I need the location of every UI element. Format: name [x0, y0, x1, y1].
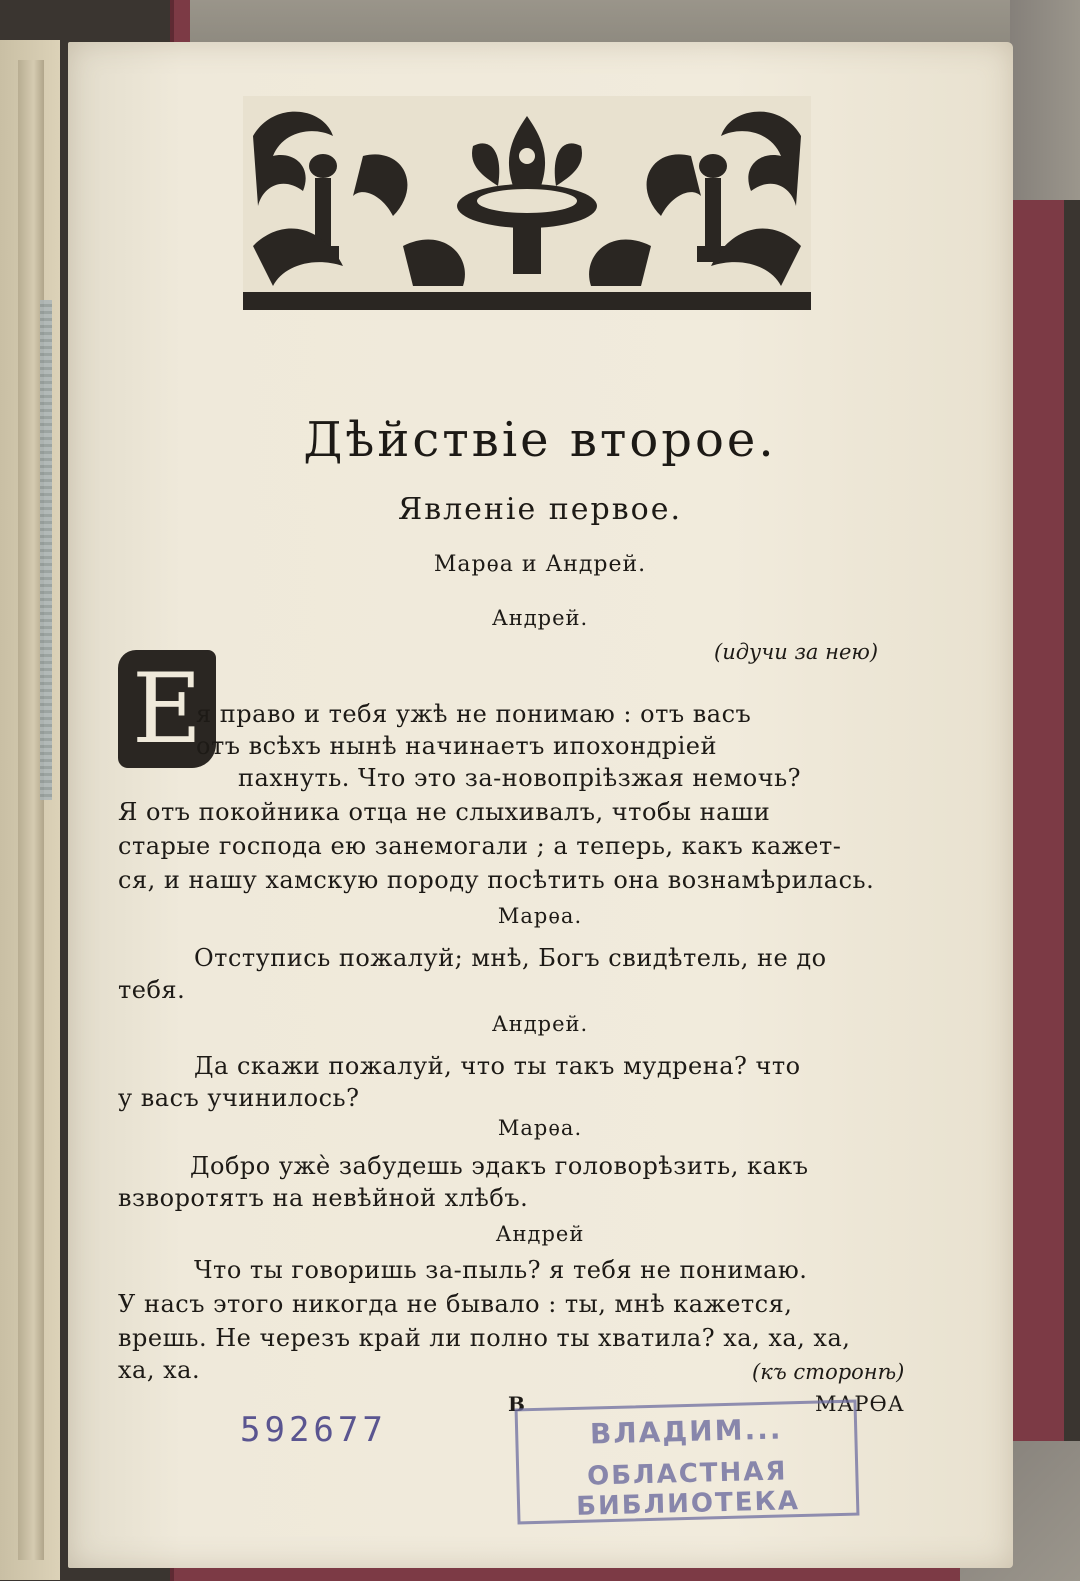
- speaker-label: Андрей: [495, 1222, 585, 1246]
- text-line: отъ всѣхъ нынѣ начинаетъ ипохондріей: [196, 732, 717, 760]
- dropcap-initial: Е: [118, 650, 216, 768]
- text-line: Я отъ покойника отца не слыхивалъ, чтобы наши: [118, 798, 771, 826]
- text-line: ха, ха.: [118, 1356, 201, 1384]
- stamp-line: ВЛАДИМ...: [589, 1412, 783, 1451]
- text-line: Что ты говоришь за-пыль? я тебя не понимаю.: [194, 1256, 808, 1284]
- speaker-label: Андрей.: [491, 1012, 589, 1036]
- signature-mark: В: [508, 1392, 525, 1416]
- cover-corner-right: [1010, 0, 1080, 200]
- text-line: ся, и нашу хамскую породу посѣтить она вознамѣрилась.: [118, 866, 875, 894]
- text-line: старые господа ею занемогали ; а теперь, какъ кажет-: [118, 832, 842, 860]
- previous-page-edge: [18, 60, 44, 1560]
- library-stamp: [515, 1400, 860, 1525]
- text-line: взворотятъ на невѣйной хлѣбъ.: [118, 1184, 529, 1212]
- persons-list: Марѳа и Андрей.: [433, 552, 647, 577]
- stamp-line: ОБЛАСТНАЯ БИБЛИОТЕКА: [575, 1456, 801, 1522]
- speaker-label: Марѳа.: [497, 904, 583, 928]
- headpiece-ornament-icon: [243, 96, 811, 310]
- speaker-label: Андрей.: [491, 606, 589, 630]
- speaker-label: Марѳа.: [497, 1116, 583, 1140]
- stage-direction: (къ сторонѣ): [752, 1360, 905, 1384]
- text-line: тебя.: [118, 976, 186, 1004]
- inventory-number: 592677: [240, 1410, 387, 1450]
- text-line: Добро ужѐ забудешь эдакъ головорѣзить, какъ: [190, 1152, 809, 1180]
- text-line: У насъ этого никогда не бывало : ты, мнѣ кажется,: [118, 1290, 793, 1318]
- text-line: у васъ учинилось?: [118, 1084, 360, 1112]
- act-title: Дѣйствіе второе.: [303, 412, 777, 468]
- text-line: пахнуть. Что это за-новопріѣзжая немочь?: [238, 764, 802, 792]
- binding-thread: [40, 300, 52, 800]
- text-line: Отступись пожалуй; мнѣ, Богъ свидѣтель, не до: [194, 944, 827, 972]
- text-line: врешь. Не черезъ край ли полно ты хватила? ха, ха, ха,: [118, 1324, 851, 1352]
- scene-title: Явленіе первое.: [397, 492, 682, 527]
- text-line: я право и тебя ужѣ не понимаю : отъ васъ: [196, 700, 752, 728]
- text-line: Да скажи пожалуй, что ты такъ мудрена? что: [194, 1052, 801, 1080]
- stage-direction: (идучи за нею): [714, 640, 879, 664]
- catchword: МАРѲА: [815, 1392, 905, 1416]
